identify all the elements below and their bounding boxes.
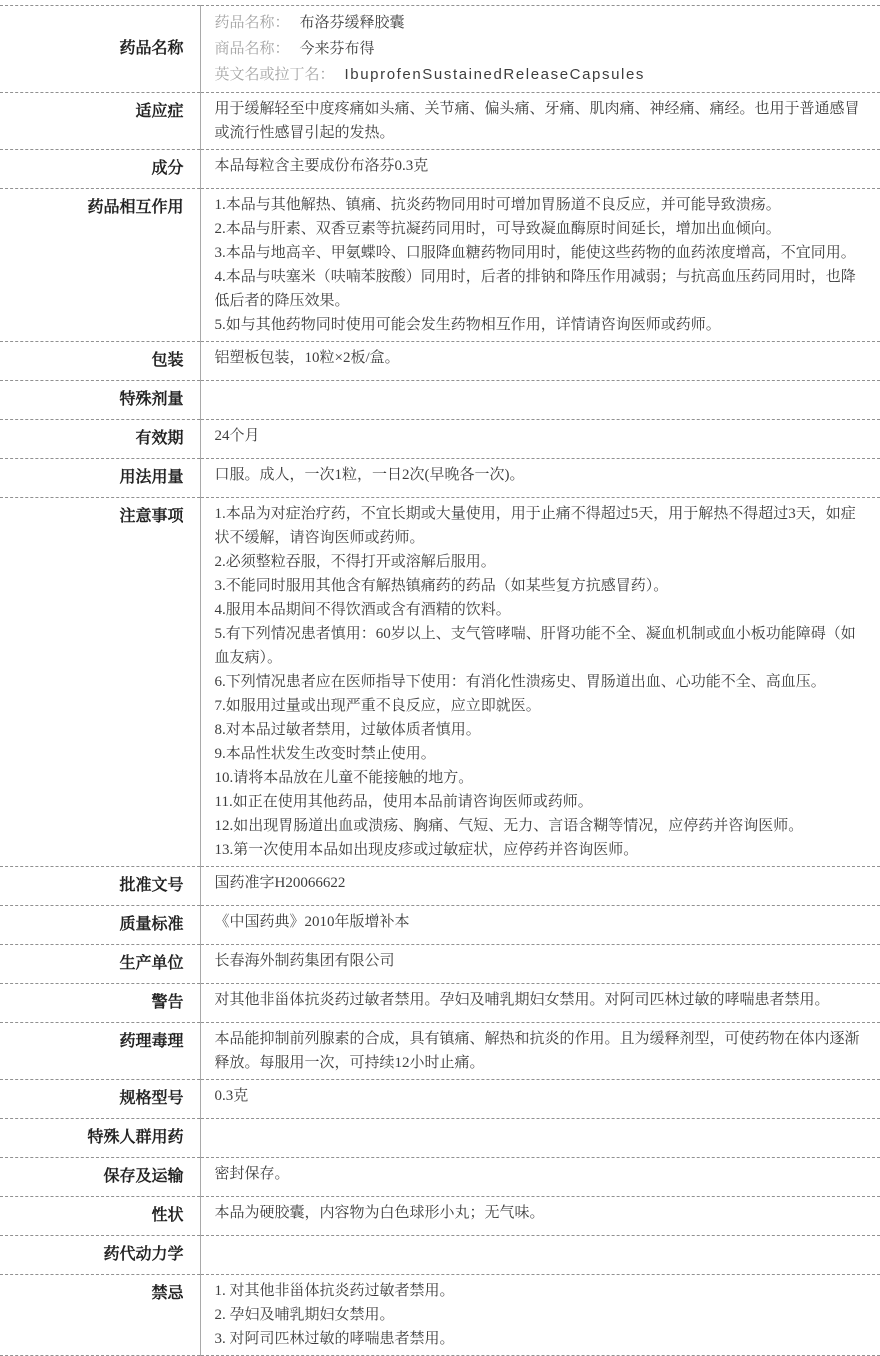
table-row [0,945,880,984]
content-line: 7.如服用过量或出现严重不良反应，应立即就医。 [214,698,541,714]
table-row [0,93,880,150]
row-content [200,381,880,420]
row-content [200,1275,880,1356]
drug-info-table [0,5,880,1356]
table-row [0,1236,880,1275]
content-text: 0.3克 [214,1088,249,1104]
row-content [200,867,880,906]
content-line: 9.本品性状发生改变时禁止使用。 [214,746,436,762]
content-line: 4.本品与呋塞米（呋喃苯胺酸）同用时，后者的排钠和降压作用减弱；与抗高血压药同用时，也降低后者的降压效果。 [214,269,856,309]
row-label: 保存及运输 [0,1158,200,1197]
row-label: 生产单位 [0,945,200,984]
table-row [0,1275,880,1356]
row-content [200,150,880,189]
content-text: 国药准字H20066622 [214,875,346,891]
content-line: 2. 孕妇及哺乳期妇女禁用。 [214,1307,395,1323]
content-line: 4.服用本品期间不得饮酒或含有酒精的饮料。 [214,602,511,618]
name-field-line [215,36,861,62]
row-content [200,1023,880,1080]
field-value: 今来芬布得 [299,41,375,57]
field-value: 布洛芬缓释胶囊 [299,15,405,31]
content-line: 3.不能同时服用其他含有解热镇痛药的药品（如某些复方抗感冒药）。 [214,578,669,594]
row-label: 药品相互作用 [0,189,200,342]
content-text: 密封保存。 [214,1166,290,1182]
field-key: 英文名或拉丁名： [214,67,335,83]
name-field-line [215,10,861,36]
row-label: 注意事项 [0,498,200,867]
row-label: 适应症 [0,93,200,150]
row-content [200,1119,880,1158]
table-row [0,1158,880,1197]
content-text: 本品每粒含主要成份布洛芬0.3克 [214,158,429,174]
row-content [200,945,880,984]
row-label: 用法用量 [0,459,200,498]
content-text: 本品能抑制前列腺素的合成，具有镇痛、解热和抗炎的作用。且为缓释剂型，可使药物在体内逐渐释放。每服用一次，可持续12小时止痛。 [214,1031,860,1071]
row-content [200,984,880,1023]
content-text [215,1123,861,1147]
content-text [215,385,861,409]
table-row [0,381,880,420]
row-content [200,1158,880,1197]
content-line: 11.如正在使用其他药品，使用本品前请咨询医师或药师。 [214,794,593,810]
table-row [0,342,880,381]
content-line: 1. 对其他非甾体抗炎药过敏者禁用。 [214,1283,455,1299]
content-line: 6.下列情况患者应在医师指导下使用：有消化性溃疡史、胃肠道出血、心功能不全、高血压。 [214,674,826,690]
content-line: 13.第一次使用本品如出现皮疹或过敏症状，应停药并咨询医师。 [214,842,639,858]
content-text: 《中国药典》2010年版增补本 [214,914,410,930]
row-content [200,6,880,93]
table-row [0,867,880,906]
row-label: 有效期 [0,420,200,459]
content-line: 3. 对阿司匹林过敏的哮喘患者禁用。 [214,1331,455,1347]
table-row [0,420,880,459]
row-label: 包装 [0,342,200,381]
field-key: 商品名称： [214,41,290,57]
content-line: 5.有下列情况患者慎用：60岁以上、支气管哮喘、肝肾功能不全、凝血机制或血小板功能障碍（如血友病）。 [214,626,856,666]
content-text: 24个月 [214,428,260,444]
row-label: 性状 [0,1197,200,1236]
content-text: 铝塑板包装，10粒×2板/盒。 [214,350,400,366]
row-content [200,420,880,459]
table-row [0,6,880,93]
content-line: 10.请将本品放在儿童不能接触的地方。 [214,770,474,786]
table-row [0,906,880,945]
content-text: 对其他非甾体抗炎药过敏者禁用。孕妇及哺乳期妇女禁用。对阿司匹林过敏的哮喘患者禁用。 [214,992,830,1008]
table-row [0,1023,880,1080]
content-text: 用于缓解轻至中度疼痛如头痛、关节痛、偏头痛、牙痛、肌肉痛、神经痛、痛经。也用于普通感冒或流行性感冒引起的发热。 [214,101,860,141]
drug-info-table-body [0,6,880,1356]
row-label: 特殊人群用药 [0,1119,200,1158]
table-row [0,189,880,342]
row-content [200,342,880,381]
field-key: 药品名称： [214,15,290,31]
row-label: 质量标准 [0,906,200,945]
content-line: 3.本品与地高辛、甲氨蝶呤、口服降血糖药物同用时，能使这些药物的血药浓度增高，不宜同用。 [214,245,856,261]
row-content [200,459,880,498]
content-line: 2.必须整粒吞服，不得打开或溶解后服用。 [214,554,496,570]
row-content [200,498,880,867]
row-content [200,1236,880,1275]
row-label: 批准文号 [0,867,200,906]
table-row [0,459,880,498]
row-content [200,1080,880,1119]
table-row [0,984,880,1023]
row-content [200,93,880,150]
content-line: 2.本品与肝素、双香豆素等抗凝药同用时，可导致凝血酶原时间延长，增加出血倾向。 [214,221,781,237]
row-label: 成分 [0,150,200,189]
content-text: 长春海外制药集团有限公司 [214,953,395,969]
content-line: 12.如出现胃肠道出血或溃疡、胸痛、气短、无力、言语含糊等情况，应停药并咨询医师。 [214,818,804,834]
name-field-line [215,62,861,88]
row-label: 药代动力学 [0,1236,200,1275]
content-line: 1.本品为对症治疗药，不宜长期或大量使用，用于止痛不得超过5天，用于解热不得超过3天，如症状不缓解，请咨询医师或药师。 [214,506,856,546]
content-text: 本品为硬胶囊，内容物为白色球形小丸；无气味。 [214,1205,545,1221]
row-label: 药品名称 [0,6,200,93]
row-content [200,189,880,342]
content-line: 5.如与其他药物同时使用可能会发生药物相互作用，详情请咨询医师或药师。 [214,317,721,333]
row-content [200,906,880,945]
content-text [215,1240,861,1264]
row-label: 特殊剂量 [0,381,200,420]
table-row [0,1080,880,1119]
field-value: IbuprofenSustainedReleaseCapsules [344,66,645,83]
content-text: 口服。成人，一次1粒，一日2次(早晚各一次)。 [214,467,525,483]
table-row [0,1119,880,1158]
content-line: 1.本品与其他解热、镇痛、抗炎药物同用时可增加胃肠道不良反应，并可能导致溃疡。 [214,197,781,213]
row-label: 药理毒理 [0,1023,200,1080]
row-content [200,1197,880,1236]
table-row [0,1197,880,1236]
table-row [0,498,880,867]
content-line: 8.对本品过敏者禁用，过敏体质者慎用。 [214,722,481,738]
row-label: 禁忌 [0,1275,200,1356]
row-label: 警告 [0,984,200,1023]
row-label: 规格型号 [0,1080,200,1119]
table-row [0,150,880,189]
